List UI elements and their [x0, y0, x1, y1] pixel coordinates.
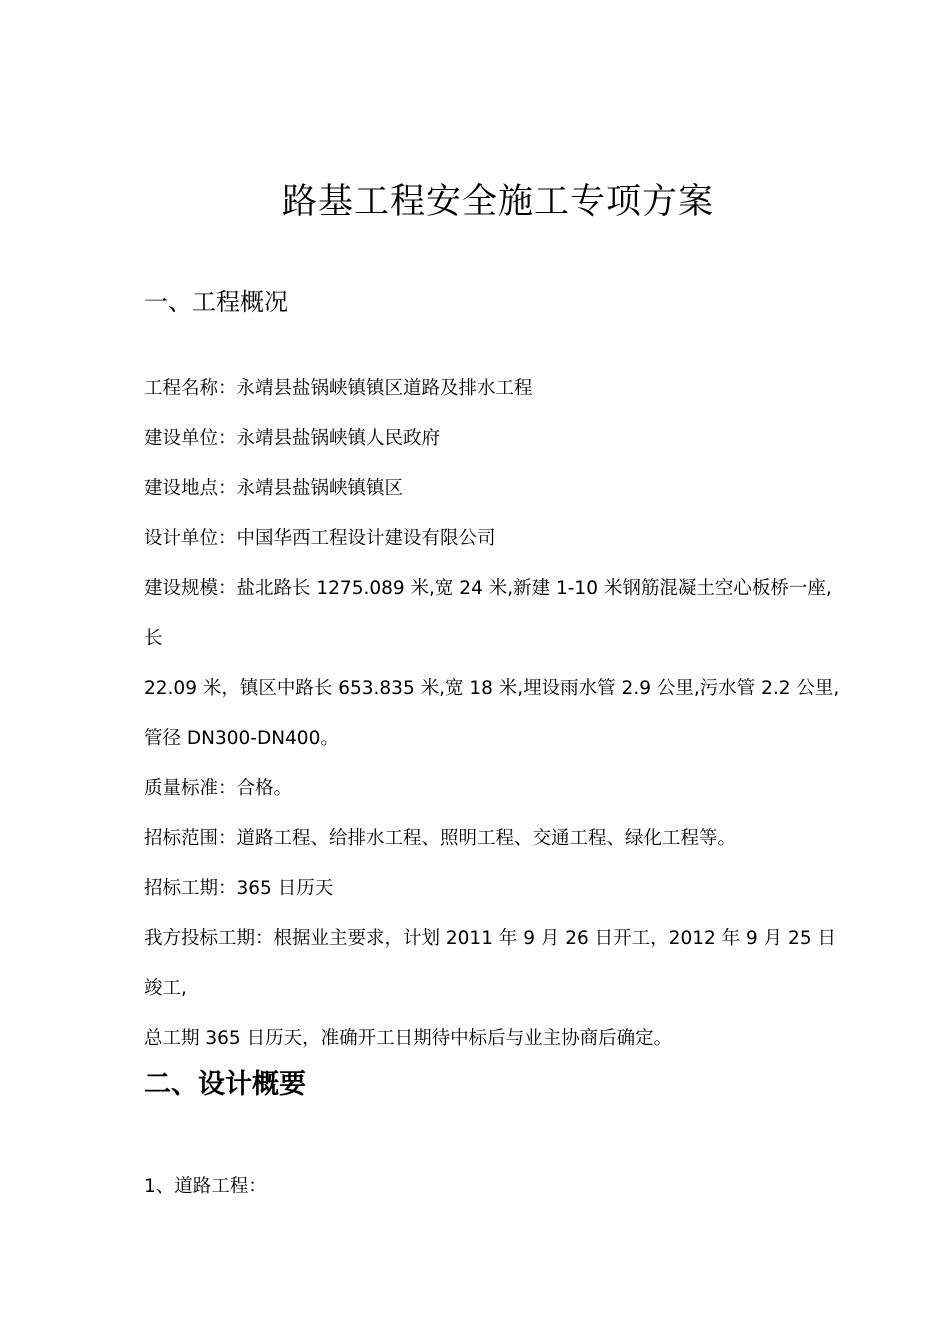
text-line-bid-period: 我方投标工期：根据业主要求，计划 2011 年 9 月 26 日开工，2012 年 9 月 25 日	[144, 928, 836, 949]
text-line-location: 建设地点：永靖县盐锅峡镇镇区	[144, 478, 404, 499]
text-line-quality: 质量标准：合格。	[144, 778, 293, 799]
text-line-bid-period-cont: 竣工,	[144, 978, 187, 999]
text-line-scale: 建设规模：盐北路长 1275.089 米,宽 24 米,新建 1-10 米钢筋混凝土空心板桥一座,	[144, 578, 832, 599]
text-line-pipe-diameter: 管径 DN300-DN400。	[144, 728, 339, 749]
text-line-total-period: 总工期 365 日历天，准确开工日期待中标后与业主协商后确定。	[144, 1028, 673, 1049]
text-line-designer: 设计单位：中国华西工程设计建设有限公司	[144, 528, 496, 549]
document-title: 路基工程安全施工专项方案	[281, 182, 714, 222]
text-line-scale-cont-2: 22.09 米，镇区中路长 653.835 米,宽 18 米,埋设雨水管 2.9 公里,污水管 2.2 公里,	[144, 678, 840, 699]
section-heading-design: 二、设计概要	[144, 1069, 306, 1100]
text-line-scale-cont-1: 长	[144, 628, 163, 649]
text-line-project-name: 工程名称：永靖县盐锅峡镇镇区道路及排水工程	[144, 378, 533, 399]
text-line-owner: 建设单位：永靖县盐锅峡镇人民政府	[144, 428, 441, 449]
section-heading-overview: 一、工程概况	[144, 288, 288, 316]
text-line-tender-scope: 招标范围：道路工程、给排水工程、照明工程、交通工程、绿化工程等。	[144, 828, 737, 849]
subsection-road-works: 1、道路工程：	[144, 1176, 267, 1197]
text-line-tender-period: 招标工期：365 日历天	[144, 878, 334, 899]
